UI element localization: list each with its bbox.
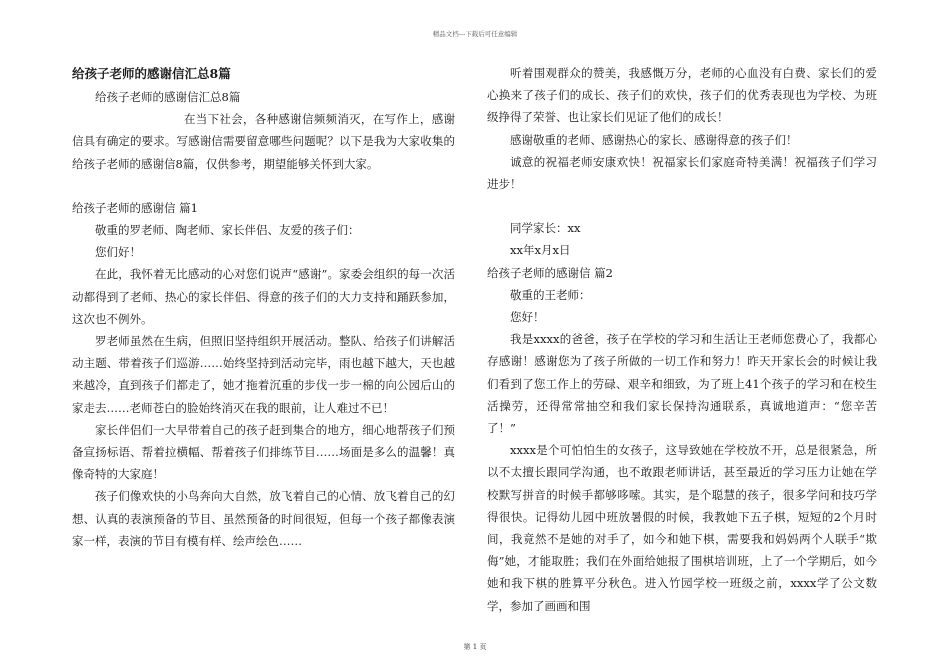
letter2-greeting: 敬重的王老师：: [510, 287, 591, 302]
right-column: [487, 62, 877, 617]
spacer: [72, 175, 455, 197]
letter2-hello: 您好！: [510, 310, 545, 325]
letter1-title: 给孩子老师的感谢信 篇1: [72, 200, 198, 215]
letter1-paragraph-4: 孩子们像欢快的小鸟奔向大自然，放飞着自己的心情、放飞着自己的幻想、认真的表演预备的节目、虽然预备的时间很短，但每一个孩子都像表演家一样，表演的节目有模有样、绘声绘色……: [72, 489, 455, 548]
letter1-date: xx年x月x日: [510, 243, 571, 258]
left-column: [72, 62, 455, 552]
letter1-paragraph-2: 罗老师虽然在生病，但照旧坚持组织开展活动。整队、给孩子们讲解活动主题、带着孩子们巡游……始终坚持到活动完毕，雨也越下越大，天也越来越冷，直到孩子们都走了，她才拖着沉重的步伐一步一棉的向公园后山的家走去……老师苍白的脸始终消灭在我的眼前，让人难过不已！: [72, 334, 455, 415]
letter1-paragraph-3: 家长伴侣们一大早带着自己的孩子赶到集合的地方，细心地帮孩子们预备宣扬标语、帮着拉横幅、帮着孩子们排练节目……场面是多么的温馨！真像奇特的大家庭！: [72, 422, 455, 482]
letter2-paragraph-2: xxxx是个可怕怕生的女孩子，这导致她在学校放不开，总是很紧急，所以不太擅长跟同学沟通，也不敢跟老师讲话，甚至最近的学习压力让她在学校默写拼音的时候手都够哆嗦。其实，是个聪慧的孩子，很多学问和技巧学得很快。记得幼儿园中班放暑假的时候，我教她下五子棋，短短的2个月时间，我竟然不是她的对手了，如今和她下棋，需要我和妈妈两个人联手“欺侮”她，才能取胜；我们在外面给她报了围棋培训班，上了一个学期后，如今她和我下棋的胜算平分秋色。进入竹园学校一班级之前，xxxx学了公文数学，参加了画画和围: [487, 443, 877, 613]
letter2-paragraph-1: 我是xxxx的爸爸，孩子在学校的学习和生活让王老师您费心了，我都心存感谢！感谢您为了孩子所做的一切工作和努力！昨天开家长会的时候让我们看到了您工作上的劳碌、艰辛和细致，为了班上41个孩子的学习和在校生活操劳，还得常常抽空和我们家长保持沟通联系，真诚地道声：“您辛苦了！”: [487, 332, 877, 436]
letter1-greeting: 敬重的罗老师、陶老师、家长伴侣、友爱的孩子们：: [95, 223, 360, 238]
letter2-title: 给孩子老师的感谢信 篇2: [487, 265, 613, 280]
letter1-paragraph-7: 诚意的祝福老师安康欢快！祝福家长们家庭奇特美满！祝福孩子们学习进步！: [487, 154, 877, 192]
letter1-paragraph-6: 感谢敬重的老师、感谢热心的家长、感谢得意的孩子们！: [510, 132, 798, 147]
page-header: 精品文档---下载后可任意编辑: [432, 30, 518, 38]
intro-paragraph: 在当下社会，各种感谢信频频消灭，在写作上，感谢信具有确定的要求。写感谢信需要留意哪些问题呢？以下是我为大家收集的给孩子老师的感谢信8篇，仅供参考，期望能够关怀到大家。: [72, 112, 455, 171]
letter1-signature: 同学家长：xx: [510, 221, 581, 236]
document-subtitle: 给孩子老师的感谢信汇总8篇: [95, 90, 241, 104]
page-footer: 第 1 页: [463, 643, 487, 651]
letter1-paragraph-5: 听着围观群众的赞美，我感慨万分，老师的心血没有白费、家长们的爱心换来了孩子们的成长、孩子们的欢快，孩子们的优秀表现也为学校、为班级挣得了荣誉、也让家长们见证了他们的成长！: [487, 66, 877, 125]
letter1-hello: 您们好！: [95, 245, 141, 260]
letter1-paragraph-1: 在此，我怀着无比感动的心对您们说声“感谢”。家委会组织的每一次活动都得到了老师、热心的家长伴侣、得意的孩子们的大力支持和踊跃参加，这次也不例外。: [72, 267, 455, 326]
document-title: 给孩子老师的感谢信汇总8篇: [72, 66, 231, 81]
spacer: [487, 195, 877, 217]
